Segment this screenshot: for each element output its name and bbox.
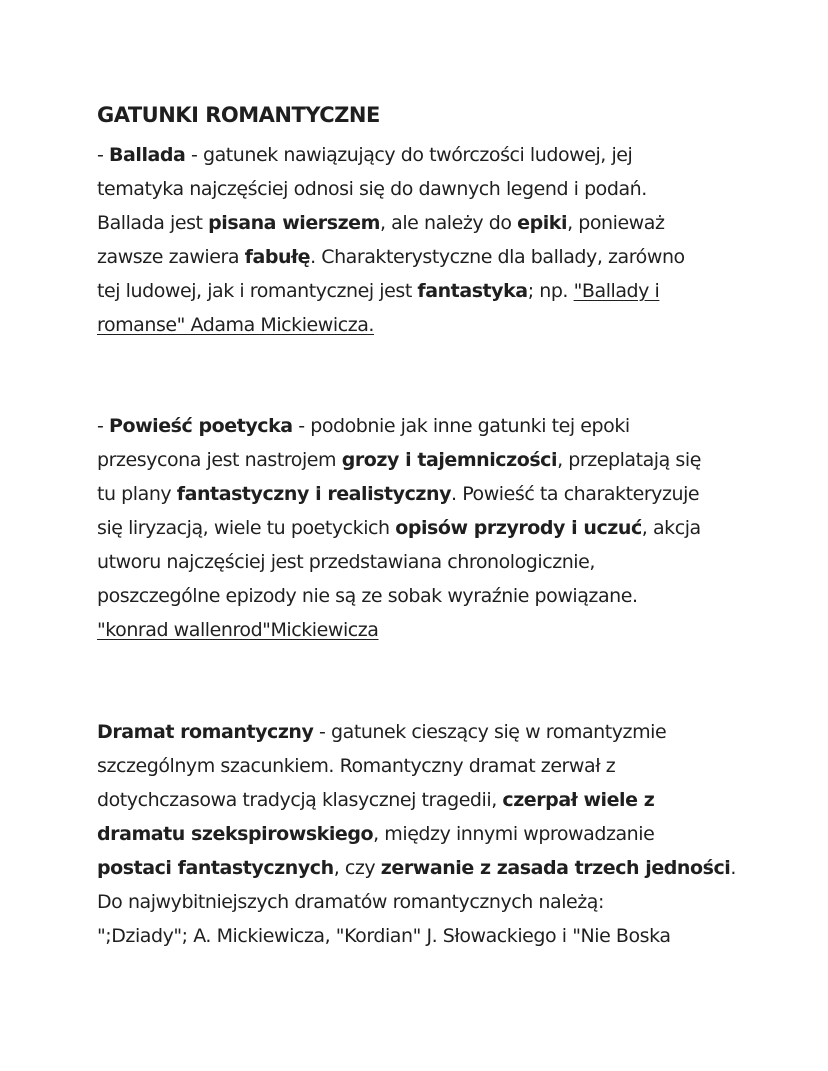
text-run: tu plany <box>97 483 177 505</box>
text-run: , ale należy do <box>379 212 518 234</box>
bold-term: opisów przyrody i uczuć <box>395 517 642 539</box>
text-line <box>97 715 797 749</box>
section-powiesc-poetycka <box>97 409 797 647</box>
section-spacer <box>97 647 797 715</box>
text-run: Do najwybitniejszych dramatów romantycznych należą: <box>97 891 604 913</box>
bold-term: epiki <box>517 212 568 234</box>
text-line <box>97 885 797 919</box>
document-page <box>97 98 797 953</box>
text-line <box>97 240 797 274</box>
title-reference-link[interactable]: "konrad wallenrod"Mickiewicza <box>97 619 379 641</box>
text-run: Ballada jest <box>97 212 209 234</box>
bold-term: postaci fantastycznych <box>97 857 334 879</box>
text-run: tej ludowej, jak i romantycznej jest <box>97 280 418 302</box>
text-line <box>97 274 797 308</box>
text-line <box>97 443 797 477</box>
text-line <box>97 308 797 342</box>
text-line <box>97 613 797 647</box>
bold-term: fabułę <box>244 246 311 268</box>
text-line <box>97 206 797 240</box>
section-dramat-romantyczny <box>97 715 797 953</box>
text-run: tematyka najczęściej odnosi się do dawnych legend i podań. <box>97 178 647 200</box>
text-run: utworu najczęściej jest przedstawiana chronologicznie, <box>97 551 595 573</box>
text-run: się liryzacją, wiele tu poetyckich <box>97 517 396 539</box>
text-line <box>97 511 797 545</box>
bold-term: dramatu szekspirowskiego <box>97 823 374 845</box>
text-line <box>97 172 797 206</box>
section-ballada <box>97 138 797 342</box>
text-run: przesycona jest nastrojem <box>97 449 342 471</box>
document-title: GATUNKI ROMANTYCZNE <box>97 103 380 127</box>
text-run: poszczególne epizody nie są ze sobak wyraźnie powiązane. <box>97 585 638 607</box>
text-run: . Charakterystyczne dla ballady, zarówno <box>310 246 685 268</box>
bold-term: grozy i tajemniczości <box>341 449 558 471</box>
bold-term: Ballada <box>109 144 186 166</box>
title-reference-link[interactable]: "Ballady i <box>573 280 660 302</box>
text-line <box>97 783 797 817</box>
text-line <box>97 409 797 443</box>
bold-term: fantastyczny i realistyczny <box>176 483 452 505</box>
text-run: , między innymi wprowadzanie <box>373 823 655 845</box>
text-line <box>97 817 797 851</box>
text-line <box>97 477 797 511</box>
bold-term: czerpał wiele z <box>502 789 655 811</box>
text-run: szczególnym szacunkiem. Romantyczny dramat zerwał z <box>97 755 616 777</box>
text-run: - gatunek cieszący się w romantyzmie <box>313 721 667 743</box>
text-run: ";Dziady"; A. Mickiewicza, "Kordian" J. Słowackiego i "Nie Boska <box>97 925 671 947</box>
text-run: - <box>97 415 109 437</box>
text-run: , akcja <box>641 517 701 539</box>
text-line <box>97 138 797 172</box>
text-run: . Powieść ta charakteryzuje <box>451 483 700 505</box>
text-line <box>97 545 797 579</box>
bold-term: fantastyka <box>417 280 528 302</box>
text-run: zawsze zawiera <box>97 246 245 268</box>
text-line <box>97 579 797 613</box>
section-spacer <box>97 342 797 409</box>
bold-term: zerwanie z zasada trzech jedności <box>380 857 731 879</box>
text-line <box>97 919 797 953</box>
text-run: , przeplatają się <box>557 449 701 471</box>
text-line <box>97 851 797 885</box>
text-line <box>97 749 797 783</box>
text-run: , ponieważ <box>567 212 665 234</box>
text-run: - <box>97 144 109 166</box>
bold-term: Dramat romantyczny <box>97 721 314 743</box>
text-run: - podobnie jak inne gatunki tej epoki <box>292 415 630 437</box>
text-run: dotychczasowa tradycją klasycznej tragedii, <box>97 789 503 811</box>
text-run: - gatunek nawiązujący do twórczości ludowej, jej <box>185 144 633 166</box>
text-run: ; np. <box>527 280 574 302</box>
title-reference-link[interactable]: romanse" Adama Mickiewicza. <box>97 314 374 336</box>
text-run: . <box>730 857 736 879</box>
bold-term: Powieść poetycka <box>109 415 293 437</box>
bold-term: pisana wierszem <box>208 212 380 234</box>
text-run: , czy <box>333 857 381 879</box>
